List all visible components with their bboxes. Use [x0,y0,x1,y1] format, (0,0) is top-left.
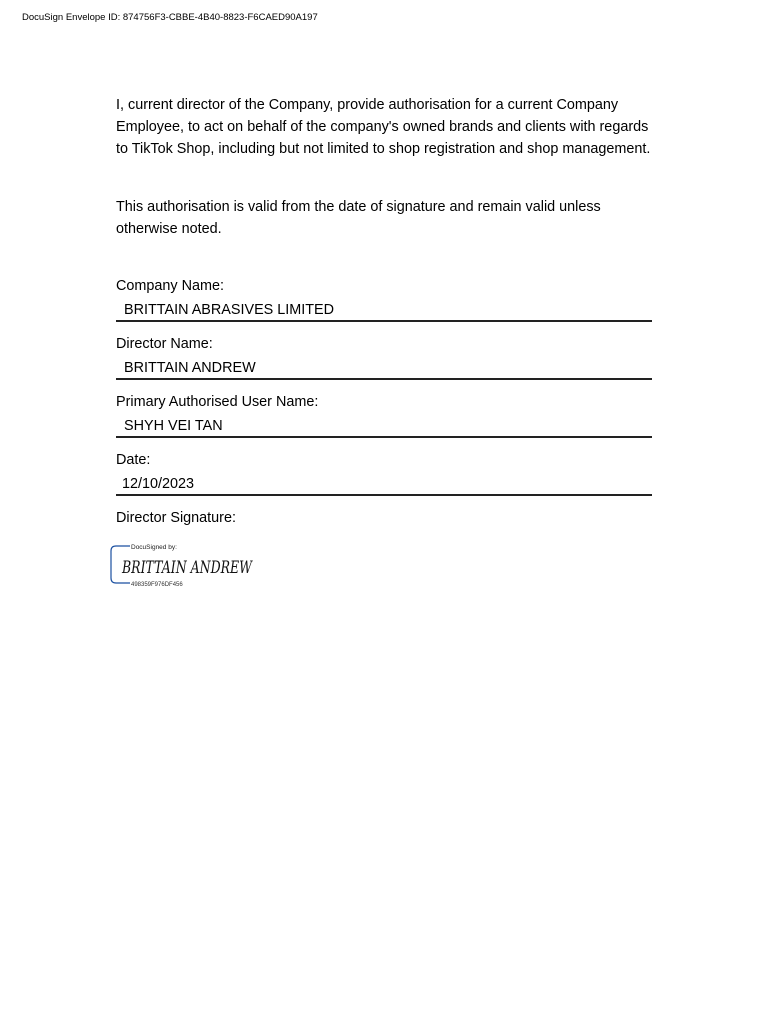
company-name-value: BRITTAIN ABRASIVES LIMITED [124,302,335,318]
signature-id-text: 498359F976DF456 [131,582,183,588]
envelope-id: DocuSign Envelope ID: 874756F3-CBBE-4B40-8823-F6CAED90A197 [22,12,318,23]
signature-stamp [110,543,280,589]
date-value: 12/10/2023 [122,476,195,492]
docusign-signature-block [110,543,280,589]
company-name-field[interactable] [116,300,652,322]
director-name-value: BRITTAIN ANDREW [124,360,256,376]
authorisation-paragraph: I, current director of the Company, provide authorisation for a current Company Employee, to act on behalf of the company's owned brands and clients with regards to TikTok Shop, including but not limited to shop registration and shop management. [116,97,651,157]
signature-handwriting: BRITTAIN ANDREW [121,558,254,578]
date-field[interactable] [116,474,652,496]
authorised-user-field[interactable] [116,416,652,438]
authorised-user-label: Primary Authorised User Name: [116,394,319,410]
validity-paragraph: This authorisation is valid from the date of signature and remain valid unless otherwise noted. [116,199,601,237]
director-name-field[interactable] [116,358,652,380]
authorised-user-value: SHYH VEI TAN [124,418,223,434]
company-name-label: Company Name: [116,278,224,294]
docusigned-by-text: DocuSigned by: [131,544,177,551]
date-label: Date: [116,452,151,468]
director-signature-label: Director Signature: [116,510,236,526]
form-content [116,94,661,528]
director-name-label: Director Name: [116,336,213,352]
